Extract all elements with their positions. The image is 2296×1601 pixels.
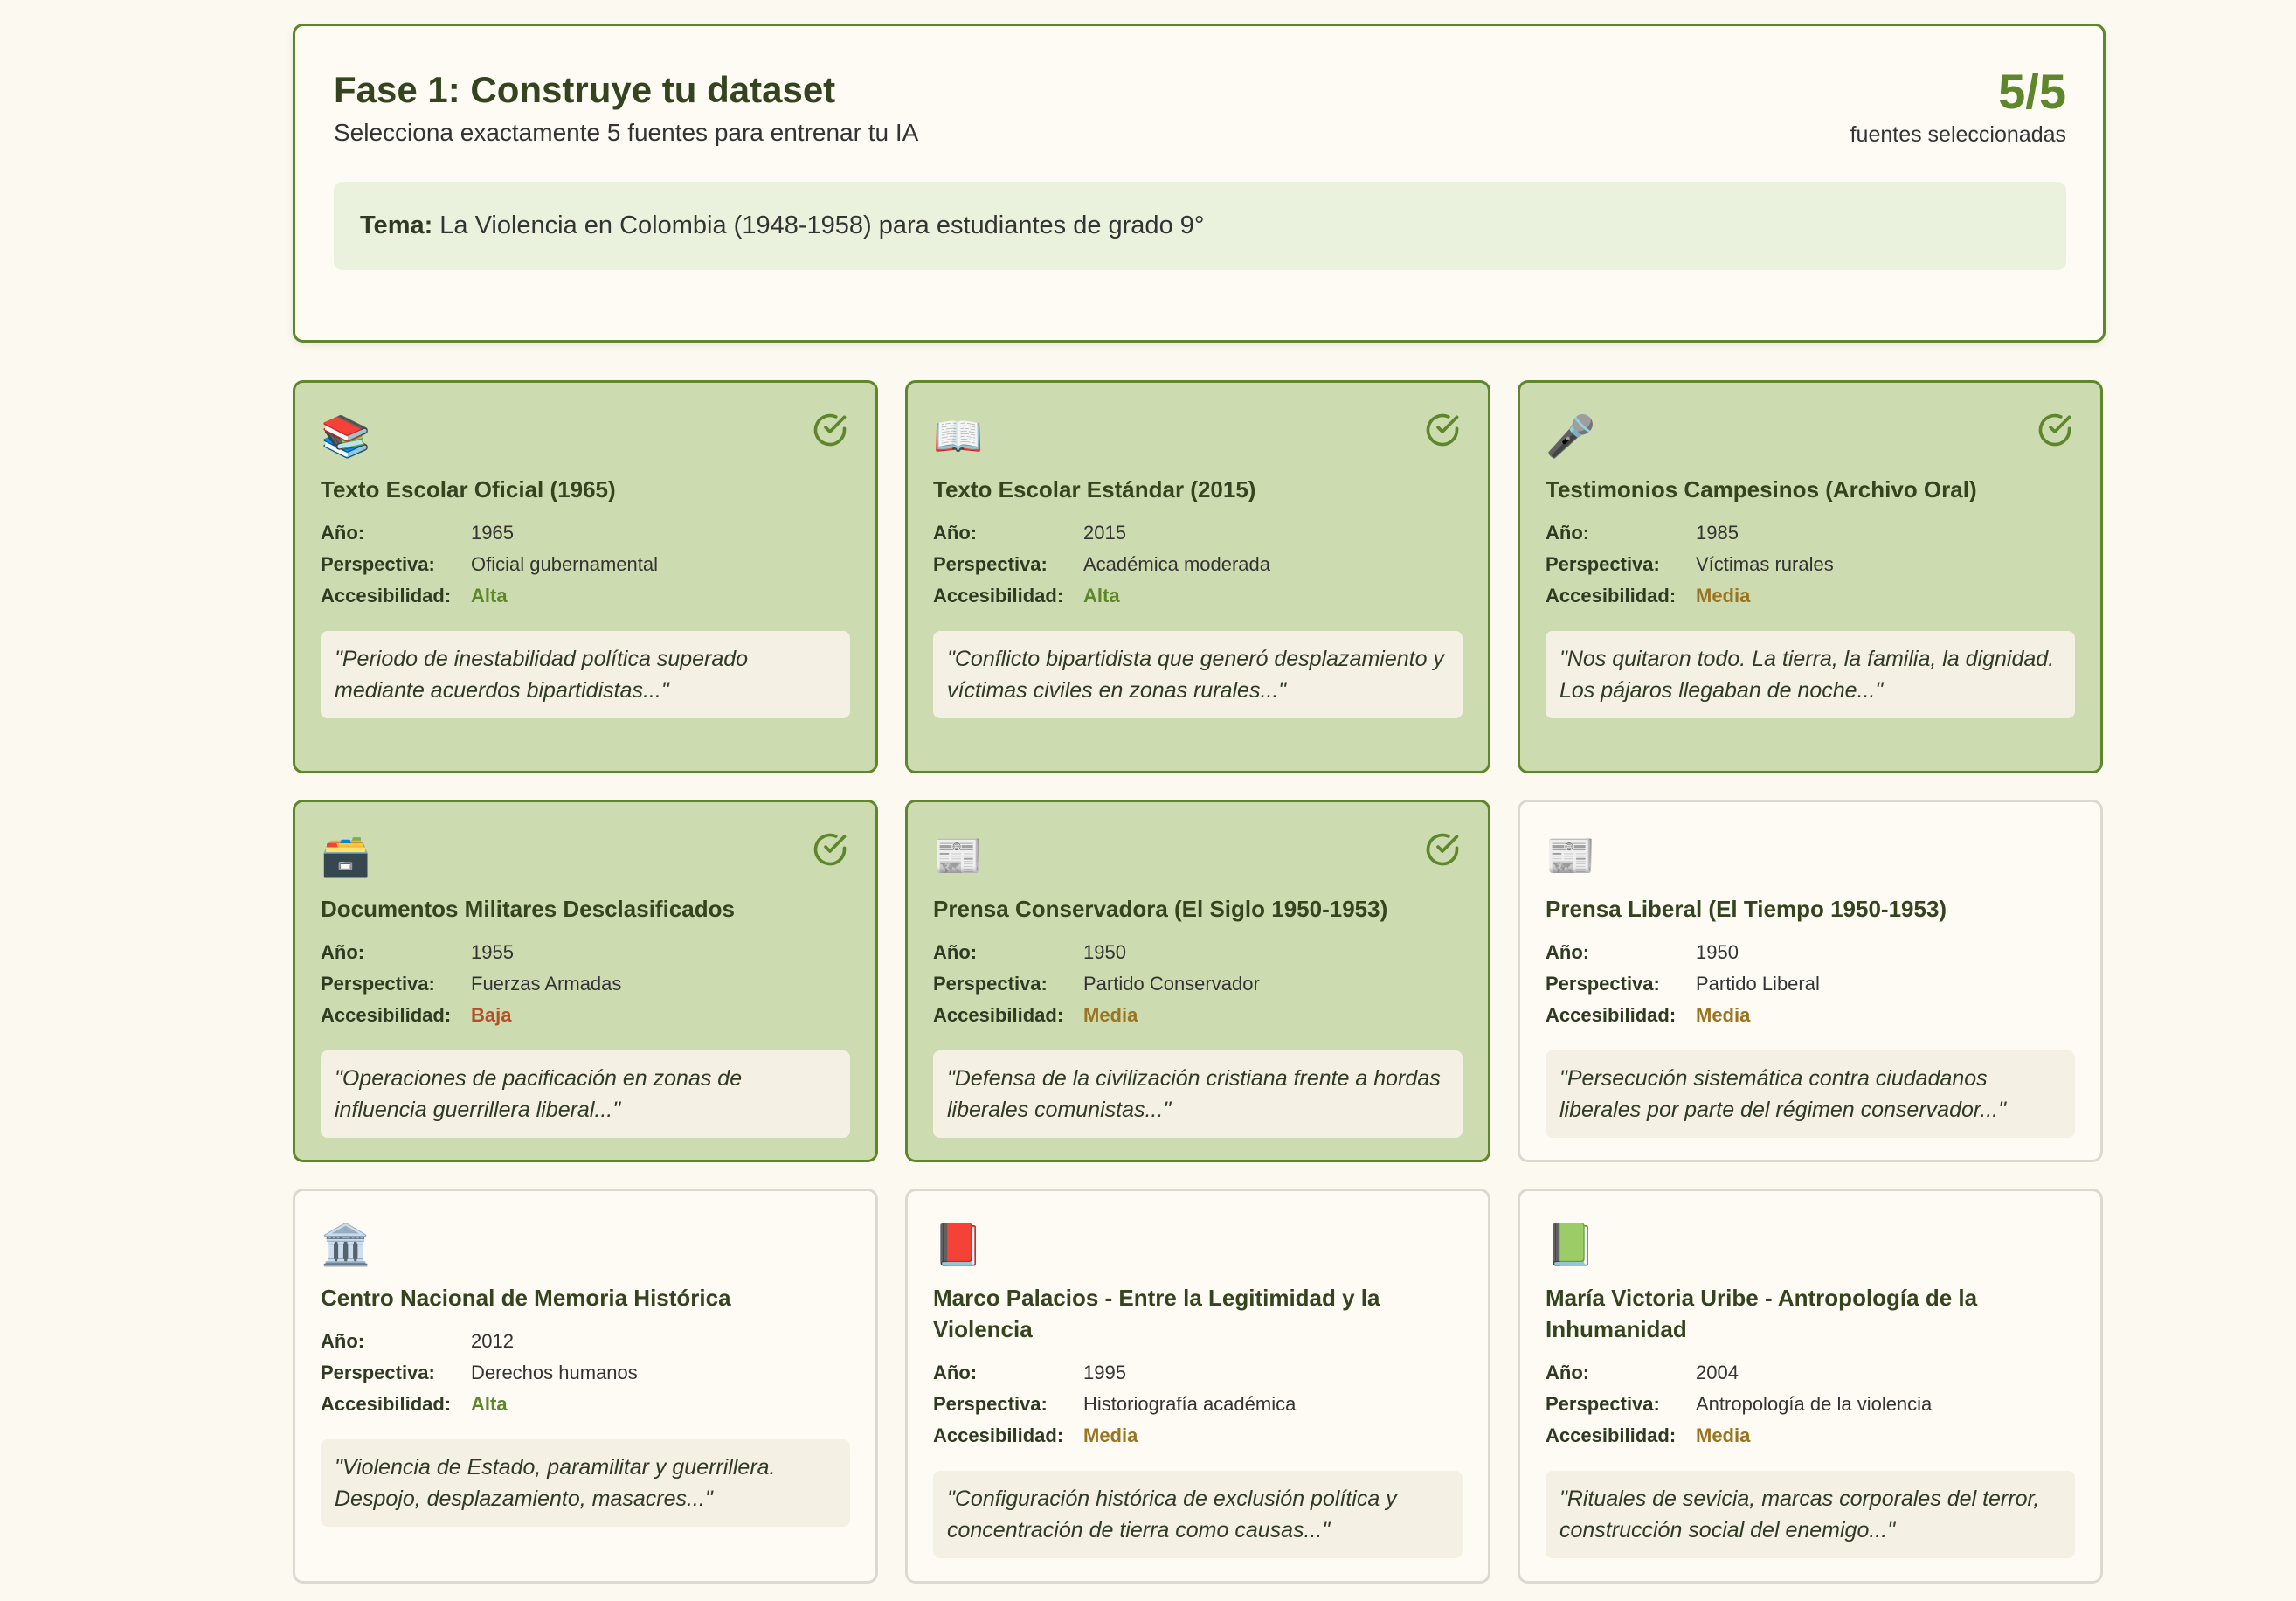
source-card-cell <box>293 1189 878 1584</box>
year-row <box>933 517 1463 549</box>
source-card[interactable] <box>293 800 878 1162</box>
perspective-label: Perspectiva: <box>933 973 1048 995</box>
source-quote: "Configuración histórica de exclusión política y concentración de tierra como causas..." <box>933 1471 1463 1558</box>
accessibility-row <box>321 1000 850 1031</box>
source-card-cell <box>1518 1189 2103 1584</box>
accessibility-row <box>933 580 1463 612</box>
year-value: 1950 <box>1083 941 1126 963</box>
source-card-cell <box>1518 800 2103 1189</box>
source-card-cell <box>1518 380 2103 800</box>
year-label: Año: <box>933 1362 978 1383</box>
source-quote: "Defensa de la civilización cristiana frente a hordas liberales comunistas..." <box>933 1050 1463 1138</box>
source-card[interactable] <box>905 1189 1490 1584</box>
green-book-icon: 📗 <box>1546 1222 1596 1267</box>
perspective-label: Perspectiva: <box>321 1362 435 1383</box>
perspective-value: Académica moderada <box>1083 553 1271 575</box>
selection-count: 5/5 <box>1998 64 2066 119</box>
accessibility-value: Alta <box>471 1393 508 1415</box>
accessibility-value: Alta <box>471 585 508 606</box>
perspective-label: Perspectiva: <box>1546 1393 1660 1415</box>
year-value: 1965 <box>471 522 514 544</box>
check-circle-icon <box>811 411 849 449</box>
dataset-header <box>293 24 2106 343</box>
year-value: 1950 <box>1696 941 1739 963</box>
source-meta <box>1546 937 2075 1031</box>
source-card-cell <box>293 380 878 800</box>
source-card[interactable] <box>905 380 1490 773</box>
red-book-icon: 📕 <box>933 1222 984 1267</box>
year-row <box>933 1357 1463 1389</box>
source-meta <box>321 937 850 1031</box>
accessibility-value: Media <box>1696 585 1751 606</box>
check-circle-icon <box>2036 411 2074 449</box>
source-title: Texto Escolar Estándar (2015) <box>933 476 1256 502</box>
source-title: Texto Escolar Oficial (1965) <box>321 476 616 502</box>
source-meta <box>321 1326 850 1420</box>
year-value: 2012 <box>471 1330 514 1352</box>
accessibility-value: Alta <box>1083 585 1120 606</box>
accessibility-label: Accesibilidad: <box>1546 1004 1677 1026</box>
perspective-value: Historiografía académica <box>1083 1393 1297 1415</box>
source-quote: "Violencia de Estado, paramilitar y guerrillera. Despojo, desplazamiento, masacres..." <box>321 1439 850 1527</box>
accessibility-row <box>1546 1420 2075 1452</box>
accessibility-label: Accesibilidad: <box>321 1393 452 1415</box>
source-card[interactable] <box>905 800 1490 1162</box>
year-row <box>1546 1357 2075 1389</box>
perspective-row <box>1546 1389 2075 1420</box>
accessibility-label: Accesibilidad: <box>321 585 452 606</box>
accessibility-label: Accesibilidad: <box>933 585 1064 606</box>
source-quote: "Persecución sistemática contra ciudadanos liberales por parte del régimen conservador..." <box>1546 1050 2075 1138</box>
accessibility-label: Accesibilidad: <box>1546 1424 1677 1446</box>
year-row <box>321 517 850 549</box>
check-circle-icon <box>1423 830 1462 869</box>
perspective-value: Antropología de la violencia <box>1696 1393 1933 1415</box>
source-title: Documentos Militares Desclasificados <box>321 896 735 922</box>
topic-label: Tema: <box>360 211 433 239</box>
perspective-row <box>933 1389 1463 1420</box>
check-circle-icon <box>811 830 849 869</box>
topic-text: La Violencia en Colombia (1948-1958) para estudiantes de grado 9° <box>439 211 1205 239</box>
perspective-row <box>321 968 850 1000</box>
classical-building-icon: 🏛️ <box>321 1222 371 1267</box>
source-card-cell <box>293 800 878 1189</box>
perspective-label: Perspectiva: <box>933 1393 1048 1415</box>
year-value: 1995 <box>1083 1362 1126 1383</box>
accessibility-row <box>933 1420 1463 1452</box>
perspective-row <box>1546 968 2075 1000</box>
source-card[interactable] <box>1518 380 2103 773</box>
accessibility-row <box>321 580 850 612</box>
source-card[interactable] <box>1518 1189 2103 1584</box>
accessibility-label: Accesibilidad: <box>933 1424 1064 1446</box>
open-book-icon: 📖 <box>933 413 984 459</box>
accessibility-label: Accesibilidad: <box>933 1004 1064 1026</box>
year-value: 1955 <box>471 941 514 963</box>
year-row <box>933 937 1463 968</box>
perspective-row <box>321 1357 850 1389</box>
accessibility-label: Accesibilidad: <box>1546 585 1677 606</box>
accessibility-value: Media <box>1696 1424 1751 1446</box>
perspective-row <box>933 549 1463 580</box>
year-row <box>1546 937 2075 968</box>
perspective-value: Oficial gubernamental <box>471 553 659 575</box>
source-card[interactable] <box>293 1189 878 1584</box>
perspective-label: Perspectiva: <box>321 553 435 575</box>
year-row <box>321 937 850 968</box>
selection-counter <box>1850 65 2066 148</box>
source-quote: "Periodo de inestabilidad política superado mediante acuerdos bipartidistas..." <box>321 631 850 718</box>
card-file-box-icon: 🗃️ <box>321 833 371 878</box>
accessibility-value: Media <box>1083 1004 1138 1026</box>
source-title: Marco Palacios - Entre la Legitimidad y la Violencia <box>933 1285 1380 1342</box>
accessibility-value: Media <box>1696 1004 1751 1026</box>
books-icon: 📚 <box>321 413 371 459</box>
source-quote: "Operaciones de pacificación en zonas de influencia guerrillera liberal..." <box>321 1050 850 1138</box>
perspective-label: Perspectiva: <box>321 973 435 995</box>
source-title: Prensa Liberal (El Tiempo 1950-1953) <box>1546 896 1947 922</box>
selection-count-label: fuentes seleccionadas <box>1850 122 2066 147</box>
source-meta <box>1546 517 2075 612</box>
source-meta <box>933 1357 1463 1452</box>
year-label: Año: <box>933 941 978 963</box>
perspective-label: Perspectiva: <box>1546 973 1660 995</box>
source-title: Prensa Conservadora (El Siglo 1950-1953) <box>933 896 1388 922</box>
year-label: Año: <box>1546 1362 1590 1383</box>
accessibility-value: Media <box>1083 1424 1138 1446</box>
perspective-row <box>321 549 850 580</box>
year-label: Año: <box>321 522 365 544</box>
source-card-cell <box>905 1189 1490 1584</box>
perspective-row <box>933 968 1463 1000</box>
accessibility-row <box>1546 580 2075 612</box>
perspective-value: Partido Liberal <box>1696 973 1820 995</box>
newspaper-icon: 📰 <box>933 833 984 878</box>
microphone-icon: 🎤 <box>1546 413 1596 459</box>
check-circle-icon <box>1423 411 1462 449</box>
source-title: María Victoria Uribe - Antropología de la Inhumanidad <box>1546 1285 1978 1342</box>
accessibility-value: Baja <box>471 1004 512 1026</box>
perspective-value: Derechos humanos <box>471 1362 638 1383</box>
page-subtitle: Selecciona exactamente 5 fuentes para entrenar tu IA <box>334 119 919 146</box>
source-meta <box>933 937 1463 1031</box>
source-quote: "Rituales de sevicia, marcas corporales del terror, construcción social del enemigo..." <box>1546 1471 2075 1558</box>
accessibility-label: Accesibilidad: <box>321 1004 452 1026</box>
accessibility-row <box>933 1000 1463 1031</box>
year-value: 2004 <box>1696 1362 1739 1383</box>
source-card[interactable] <box>293 380 878 773</box>
year-label: Año: <box>321 1330 365 1352</box>
accessibility-row <box>321 1389 850 1420</box>
accessibility-row <box>1546 1000 2075 1031</box>
sources-grid <box>293 380 2106 1584</box>
year-row <box>321 1326 850 1357</box>
year-label: Año: <box>933 522 978 544</box>
year-value: 2015 <box>1083 522 1126 544</box>
source-meta <box>321 517 850 612</box>
source-title: Centro Nacional de Memoria Histórica <box>321 1285 731 1311</box>
source-quote: "Conflicto bipartidista que generó desplazamiento y víctimas civiles en zonas rurales..." <box>933 631 1463 718</box>
source-card[interactable] <box>1518 800 2103 1162</box>
source-meta <box>1546 1357 2075 1452</box>
perspective-row <box>1546 549 2075 580</box>
year-label: Año: <box>321 941 365 963</box>
year-label: Año: <box>1546 522 1590 544</box>
source-card-cell <box>905 800 1490 1189</box>
perspective-value: Víctimas rurales <box>1696 553 1834 575</box>
source-title: Testimonios Campesinos (Archivo Oral) <box>1546 476 1977 502</box>
newspaper-icon: 📰 <box>1546 833 1596 878</box>
page-title: Fase 1: Construye tu dataset <box>334 69 836 110</box>
perspective-value: Partido Conservador <box>1083 973 1260 995</box>
perspective-label: Perspectiva: <box>933 553 1048 575</box>
source-card-cell <box>905 380 1490 800</box>
year-label: Año: <box>1546 941 1590 963</box>
topic-box <box>334 182 2066 270</box>
phase-panel <box>293 24 2106 1584</box>
year-value: 1985 <box>1696 522 1739 544</box>
source-quote: "Nos quitaron todo. La tierra, la familia, la dignidad. Los pájaros llegaban de noche..." <box>1546 631 2075 718</box>
perspective-label: Perspectiva: <box>1546 553 1660 575</box>
source-meta <box>933 517 1463 612</box>
year-row <box>1546 517 2075 549</box>
perspective-value: Fuerzas Armadas <box>471 973 622 995</box>
